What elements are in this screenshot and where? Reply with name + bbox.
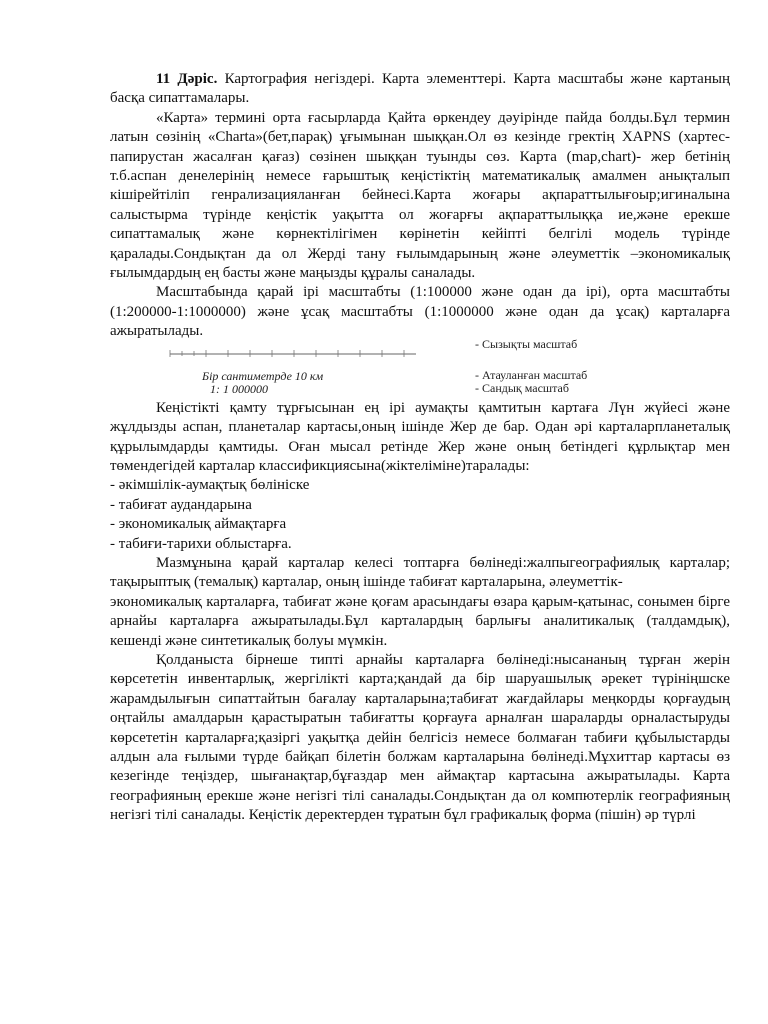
document-page <box>110 70 730 826</box>
list-item: - табиғат аудандарына <box>110 496 252 513</box>
lecture-heading <box>110 70 730 109</box>
linear-scale-ruler <box>168 346 418 360</box>
legend-named-scale: - Атауланған масштаб <box>475 367 588 382</box>
list-item: - табиғи-тарихи облыстарға. <box>110 535 292 552</box>
paragraph-special-maps: Қолданыста бірнеше типті арнайы карталарға бөлінеді:нысананың тұрған жерін көрсететін инвентарлық, жергілікті карта;қандай да бір шаруашылық әрекет түрініңшске жарамдылығын сипаттайтын бағалау карталарына;табиғат жағдайлары меңкорды қорғаудың оңтайлы амалдарын қарастыратын табиғатты қорғауға арналған шараларды орналастыруды көрсететін карталарға;қазіргі уақытқа дейін белгісіз немесе болмаған табиғи құбылыстарды алдын ала ғылыми түрде байқап білетін болжам карталарына бөлінеді.Мұхиттар картасы өз кезегінде теңіздер, шығанақтар,бұғаздар мен аймақтар картасына ажыратылады. Карта географияның ерекше және негізгі тілі саналады.Сондықтан да ол компютерлік географияның негізгі тілі саналады. Кеңістік деректерден тұратын бұл графикалық форма (пішін) әр түрлі <box>110 651 730 824</box>
scale-figure <box>110 336 730 396</box>
paragraph-content-types: Мазмұнына қарай карталар келесі топтарға бөлінеді:жалпыгеографиялық карталар; тақырыптық (темалық) карталар, оның ішінде табиғат карталарына, әлеуметтік- <box>110 554 730 591</box>
lecture-number: 11 Дәріс. <box>156 71 218 87</box>
paragraph-content-types-cont: экономикалық карталарға, табиғат және қоғам арасындағы өзара қарым-қатынас, сонымен бірге арнайы карталарға ажыратылады.Бұл карталардың барлығы аналитикалық (талдамдық), кешенді және синтетикалық болуы мүмкін. <box>110 593 730 649</box>
legend-linear-scale: - Сызықты масштаб <box>475 336 578 351</box>
named-scale-label: Бір сантиметрде 10 км <box>202 368 324 383</box>
lecture-topic: Картография негіздері. Карта элементтері. Карта масштабы және картаның басқа сипаттамалары. <box>110 71 730 107</box>
numeric-scale-label: 1: 1 000000 <box>210 381 268 396</box>
legend-numeric-scale: - Сандық масштаб <box>475 380 569 395</box>
paragraph-scale-types: Масштабында қарай ірі масштабты (1:100000 және одан да ірі), орта масштабты (1:200000-1:1000000) және ұсақ масштабты (1:1000000 және одан да ұсақ) карталарға ажыратылады. <box>110 284 730 340</box>
list-item: - әкімшілік-аумақтық бөлініске <box>110 477 310 494</box>
paragraph-spatial-coverage: Кеңістікті қамту тұрғысынан ең ірі аумақты қамтитын картаға Лүн жүйесі және жұлдызды аспан, планеталар картасы,оның ішінде Жер де бар. Одан әрі карталарпланеталық құрылымдарды қамтиды. Оған мысал ретінде Жер және оның бетіндегі құрлықтар мен төмендегідей карталар классификциясына(жіктеліміне)таралады: <box>110 399 730 474</box>
paragraph-term-origin: «Карта» термині орта ғасырларда Қайта өркендеу дәуірінде пайда болды.Бұл термин латын сөзінің «Charta»(бет,парақ) ұғымынан шыққан.Ол өз кезінде гректің ХАРNS (хартес- папирустан жасалған қағаз) сөзінен шыққан туынды сөз. Карта (map,chart)- жер бетінің т.б.аспан денелерінің немесе ғарыштық кеңістіктің математикалық амалмен анықталып кішірейтіліп генрализацияланған бейнесі.Карта жоғары ақпараттылығоыр;игиналына салыстырма түрінде кеңістік уақытта ол жоғарғы ақпараттылыққа ие,және ерекше сипаттамалық және көрнектілігімен көрінетін кейіпті белгілі модель түрінде қаралады.Сондықтан да ол Жерді тану ғылымдарының және әлеуметтік –экономикалық ғылымдардың ең басты және маңызды құралы саналады. <box>110 109 730 282</box>
list-item: - экономикалық аймақтарға <box>110 516 287 533</box>
